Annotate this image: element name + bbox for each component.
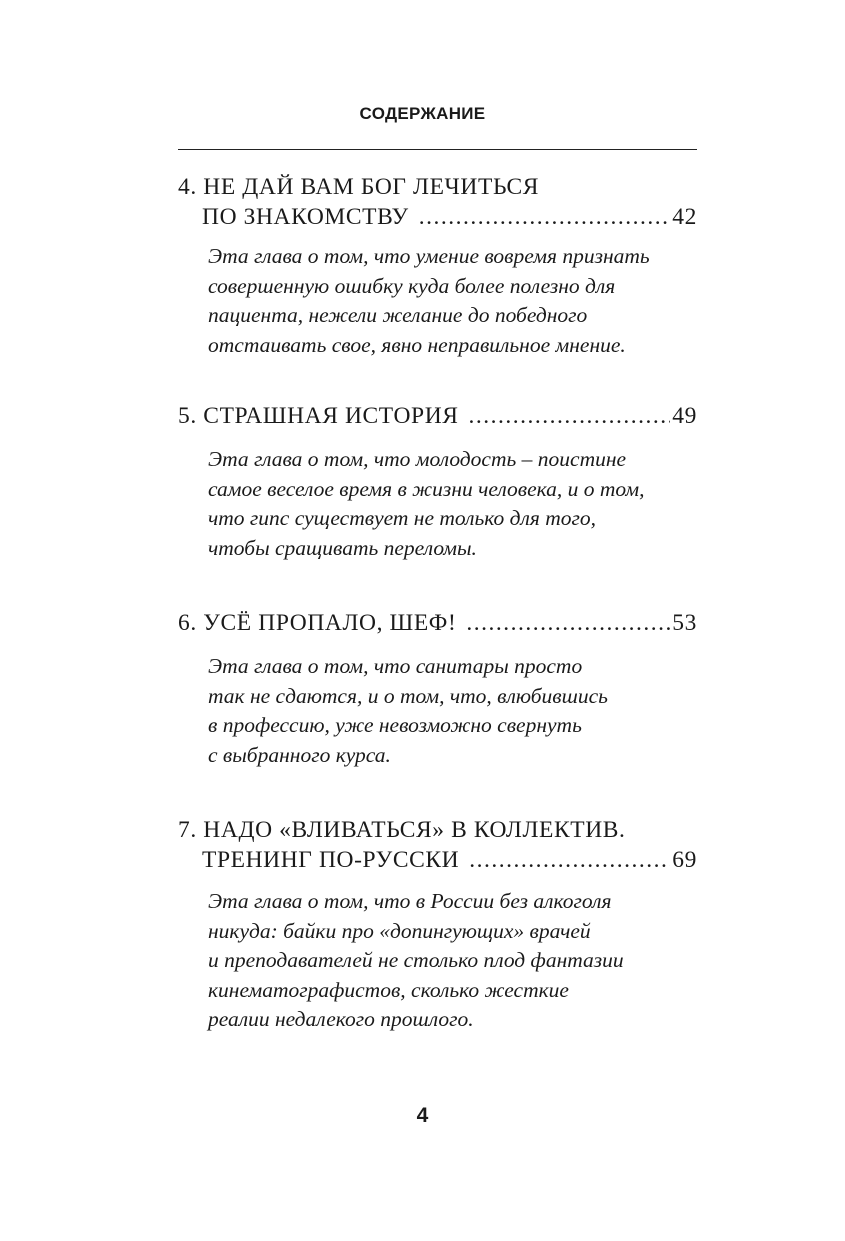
entry-page-number[interactable]: 42 bbox=[672, 204, 697, 230]
entry-title-line: ПО ЗНАКОМСТВУ bbox=[202, 204, 409, 230]
description-line: так не сдаются, и о том, что, влюбившись bbox=[208, 683, 608, 708]
toc-entry-6[interactable] bbox=[178, 608, 697, 770]
entry-page-number[interactable]: 53 bbox=[672, 610, 697, 636]
dot-leader bbox=[466, 608, 670, 638]
description-line: пациента, нежели желание до победного bbox=[208, 303, 588, 327]
running-header: СОДЕРЖАНИЕ bbox=[359, 104, 486, 123]
toc-entry-5[interactable] bbox=[178, 401, 697, 563]
description-line: кинематографистов, сколько жесткие bbox=[208, 977, 569, 1002]
dot-leader bbox=[419, 202, 671, 232]
description-line: совершенную ошибку куда более полезно для bbox=[208, 273, 616, 298]
toc-entry-7[interactable] bbox=[178, 815, 697, 1035]
entry-description bbox=[178, 445, 697, 563]
entry-title-leader-line bbox=[178, 608, 697, 638]
description-line: никуда: байки про «допингующих» врачей bbox=[208, 918, 591, 943]
entry-title-leader-line bbox=[178, 845, 697, 875]
description-line: отстаивать свое, явно неправильное мнение. bbox=[208, 332, 626, 357]
entry-title-line: 6. УСЁ ПРОПАЛО, ШЕФ! bbox=[178, 610, 457, 636]
description-line: Эта глава о том, что санитары просто bbox=[208, 654, 583, 678]
entry-title-leader-line bbox=[178, 401, 697, 431]
entry-description bbox=[178, 242, 697, 360]
entry-title-line: 4. НЕ ДАЙ ВАМ БОГ ЛЕЧИТЬСЯ bbox=[178, 174, 539, 200]
entry-title-line: 7. НАДО «ВЛИВАТЬСЯ» В КОЛЛЕКТИВ. bbox=[178, 817, 626, 843]
entry-page-number[interactable]: 49 bbox=[672, 403, 697, 429]
description-line: самое веселое время в жизни человека, и о том, bbox=[208, 476, 645, 501]
description-line: Эта глава о том, что в России без алкоголя bbox=[208, 889, 612, 913]
description-line: чтобы сращивать переломы. bbox=[208, 535, 477, 560]
description-line: реалии недалекого прошлого. bbox=[208, 1007, 474, 1031]
toc-entry-4[interactable] bbox=[178, 172, 697, 360]
entry-page-number[interactable]: 69 bbox=[672, 847, 697, 873]
description-line: в профессию, уже невозможно свернуть bbox=[208, 713, 582, 737]
entry-title-line: 5. СТРАШНАЯ ИСТОРИЯ bbox=[178, 403, 459, 429]
entry-description bbox=[178, 887, 697, 1035]
page-number: 4 bbox=[416, 1104, 429, 1127]
description-line: что гипс существует не только для того, bbox=[208, 506, 597, 530]
entry-description bbox=[178, 652, 697, 770]
entry-title-leader-line bbox=[178, 202, 697, 232]
description-line: Эта глава о том, что молодость – поистине bbox=[208, 447, 627, 471]
header-rule bbox=[178, 149, 697, 150]
description-line: и преподавателей не столько плод фантазии bbox=[208, 948, 624, 972]
description-line: с выбранного курса. bbox=[208, 742, 391, 767]
entry-title-line: ТРЕНИНГ ПО-РУССКИ bbox=[202, 847, 460, 873]
dot-leader bbox=[469, 845, 670, 875]
dot-leader bbox=[469, 401, 671, 431]
description-line: Эта глава о том, что умение вовремя признать bbox=[208, 244, 650, 268]
